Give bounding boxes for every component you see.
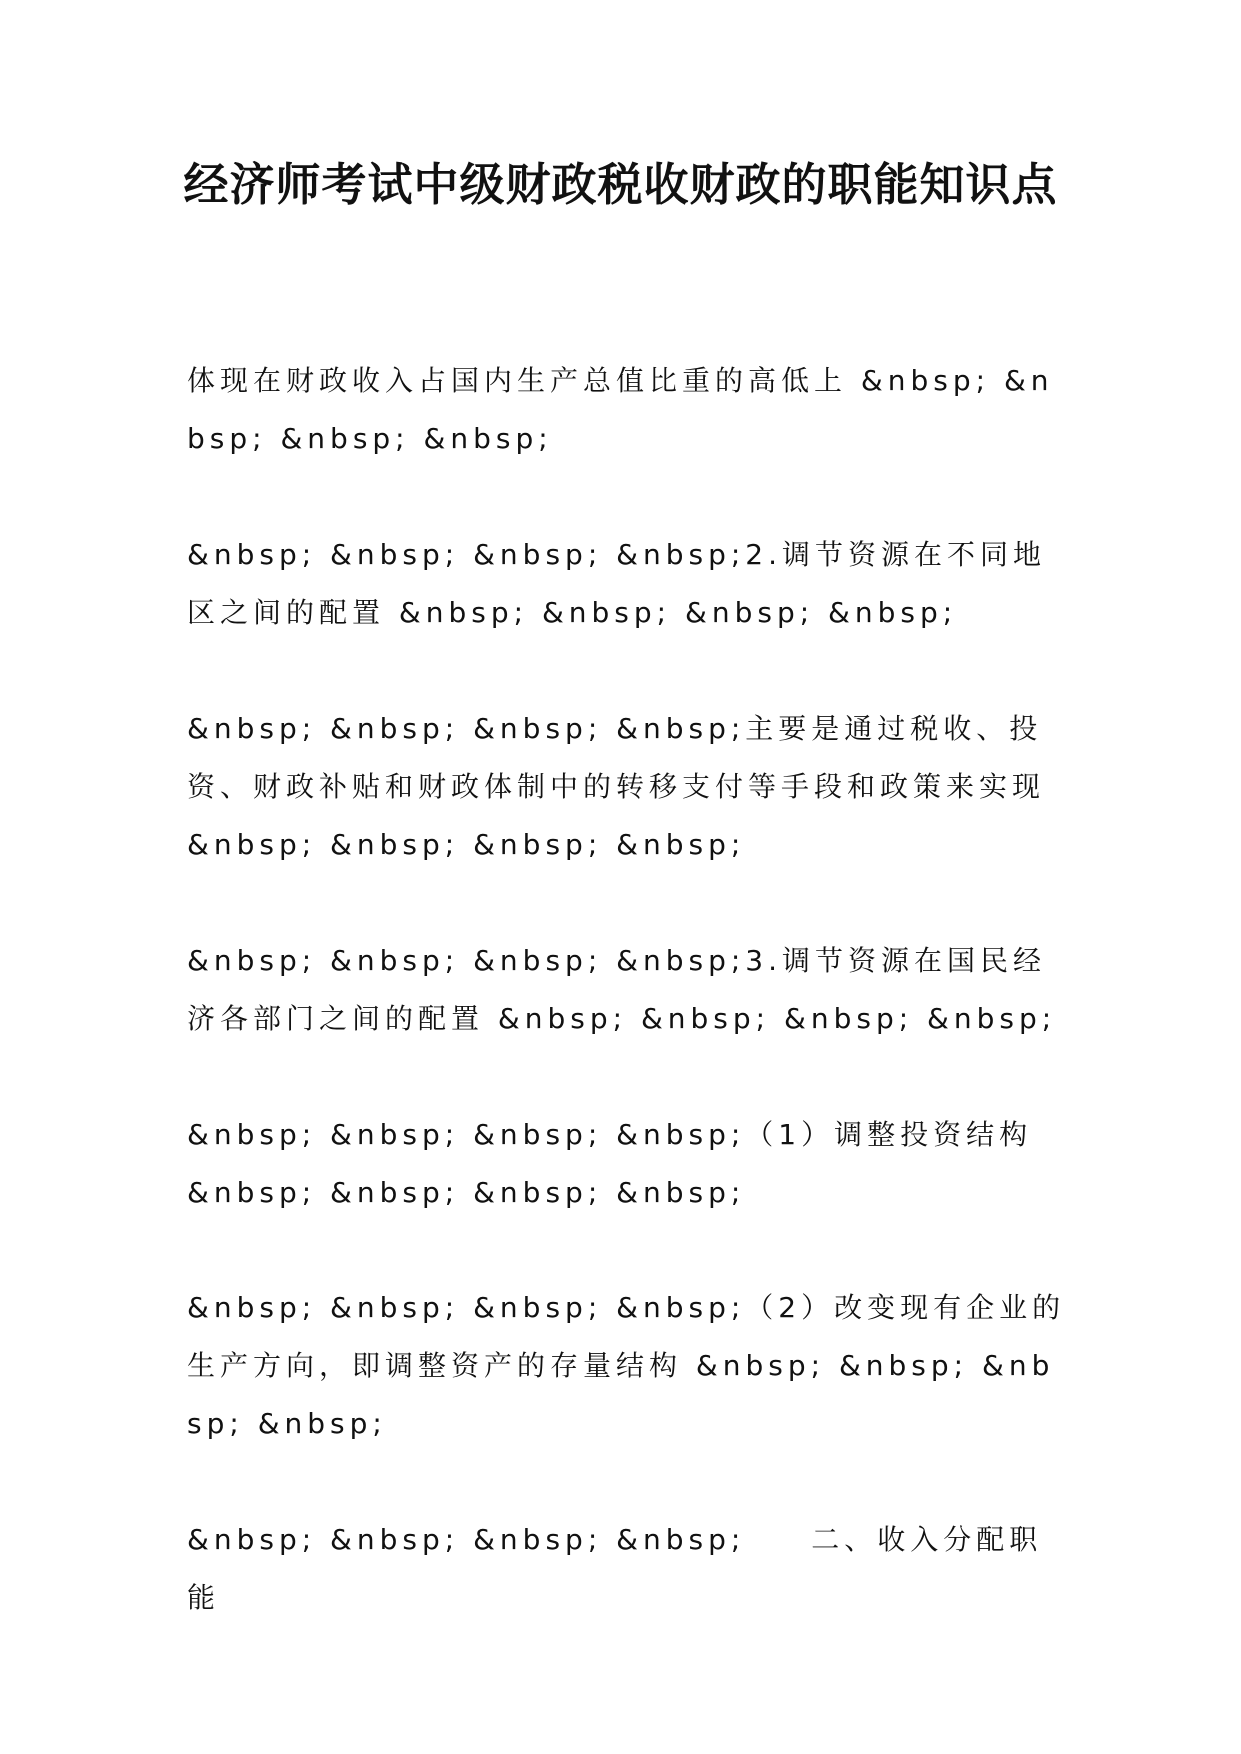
paragraph-5: &nbsp; &nbsp; &nbsp; &nbsp;（1）调整投资结构 &nbsp; &nbsp; &nbsp; &nbsp; — [187, 1118, 1033, 1209]
paragraph-3: &nbsp; &nbsp; &nbsp; &nbsp;主要是通过税收、投资、财政补贴和财政体制中的转移支付等手段和政策来实现 &nbsp; &nbsp; &nbsp; &nbsp; — [187, 712, 1046, 861]
paragraph-2: &nbsp; &nbsp; &nbsp; &nbsp;2.调节资源在不同地区之间的配置 &nbsp; &nbsp; &nbsp; &nbsp; — [187, 538, 1047, 629]
paragraph-6: &nbsp; &nbsp; &nbsp; &nbsp;（2）改变现有企业的生产方向，即调整资产的存量结构 &nbsp; &nbsp; &nbsp; &nbsp; — [187, 1291, 1066, 1440]
paragraph-7: &nbsp; &nbsp; &nbsp; &nbsp; 二、收入分配职能 — [187, 1523, 1043, 1614]
document-title: 经济师考试中级财政税收财政的职能知识点 — [183, 158, 1058, 211]
paragraph-1: 体现在财政收入占国内生产总值比重的高低上 &nbsp; &nbsp; &nbsp; &nbsp; — [187, 364, 1054, 455]
paragraph-4: &nbsp; &nbsp; &nbsp; &nbsp;3.调节资源在国民经济各部门之间的配置 &nbsp; &nbsp; &nbsp; &nbsp; — [187, 944, 1057, 1035]
